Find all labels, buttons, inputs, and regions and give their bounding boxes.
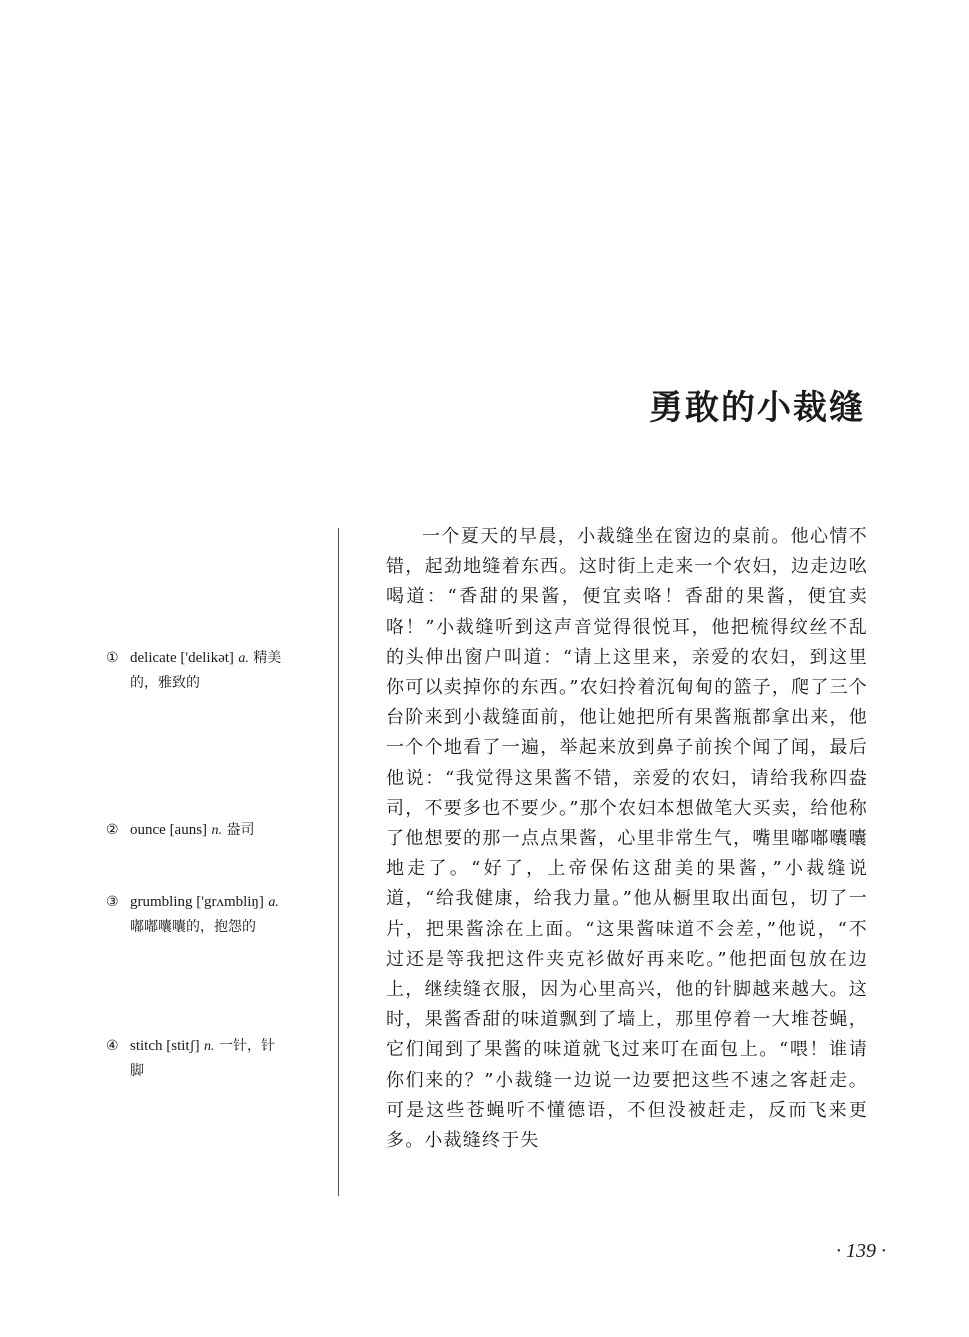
footnote-definition-cont: 嘟嘟囔囔的，抱怨的 — [130, 919, 256, 935]
footnote-definition: 一针，针 — [218, 1038, 275, 1054]
footnote-pos: n. — [204, 1039, 215, 1054]
footnote-definition-cont: 脚 — [130, 1063, 144, 1079]
footnote-pos: a. — [238, 651, 249, 666]
story-paragraph: 一个夏天的早晨，小裁缝坐在窗边的桌前。他心情不错，起劲地缝着东西。这时街上走来一个农妇，边走边吆喝道：“香甜的果酱，便宜卖咯！香甜的果酱，便宜卖咯！”小裁缝听到这声音觉得很悦耳，他把梳得纹丝不乱的头伸出窗户叫道：“请上这里来，亲爱的农妇，到这里你可以卖掉你的东西。”农妇拎着沉甸甸的篮子，爬了三个台阶来到小裁缝面前，他让她把所有果酱瓶都拿出来，他一个个地看了一遍，举起来放到鼻子前挨个闻了闻，最后他说：“我觉得这果酱不错，亲爱的农妇，请给我称四盎司，不要多也不要少。”那个农妇本想做笔大买卖，给他称了他想要的那一点点果酱，心里非常生气，嘴里嘟嘟囔囔地走了。“好了，上帝保佑这甜美的果酱，”小裁缝说道，“给我健康，给我力量。”他从橱里取出面包，切了一片，把果酱涂在上面。“这果酱味道不会差，”他说，“不过还是等我把这件夹克衫做好再来吃。”他把面包放在边上，继续缝衣服，因为心里高兴，他的针脚越来越大。这时，果酱香甜的味道飘到了墙上，那里停着一大堆苍蝇，它们闻到了果酱的味道就飞过来叮在面包上。“喂！谁请你们来的？”小裁缝一边说一边要把这些不速之客赶走。可是这些苍蝇听不懂德语，不但没被赶走，反而飞来更多。小裁缝终于失 — [386, 526, 868, 1152]
footnote-pos: n. — [211, 823, 223, 838]
column-divider — [338, 528, 339, 1196]
footnote-number: ③ — [106, 894, 119, 910]
footnote-1 — [106, 646, 302, 695]
footnote-term: delicate ['delikət] — [130, 650, 234, 666]
footnote-number: ② — [106, 822, 119, 838]
footnote-3 — [106, 890, 302, 939]
footnote-term: stitch [stitʃ] — [130, 1038, 200, 1054]
footnote-term: grumbling ['grʌmbliŋ] — [130, 894, 264, 910]
footnote-4 — [106, 1034, 302, 1083]
footnote-definition: 盎司 — [226, 822, 255, 838]
footnote-term: ounce [auns] — [130, 822, 208, 838]
chapter-title: 勇敢的小裁缝 — [649, 388, 865, 428]
footnote-definition-cont: 的，雅致的 — [130, 675, 200, 691]
footnote-number: ① — [106, 650, 119, 666]
footnote-number: ④ — [106, 1038, 119, 1054]
footnote-2 — [106, 818, 302, 843]
footnote-definition: 精美 — [253, 650, 282, 666]
footnote-pos: a. — [268, 895, 279, 910]
page-number: · 139 · — [836, 1240, 886, 1262]
